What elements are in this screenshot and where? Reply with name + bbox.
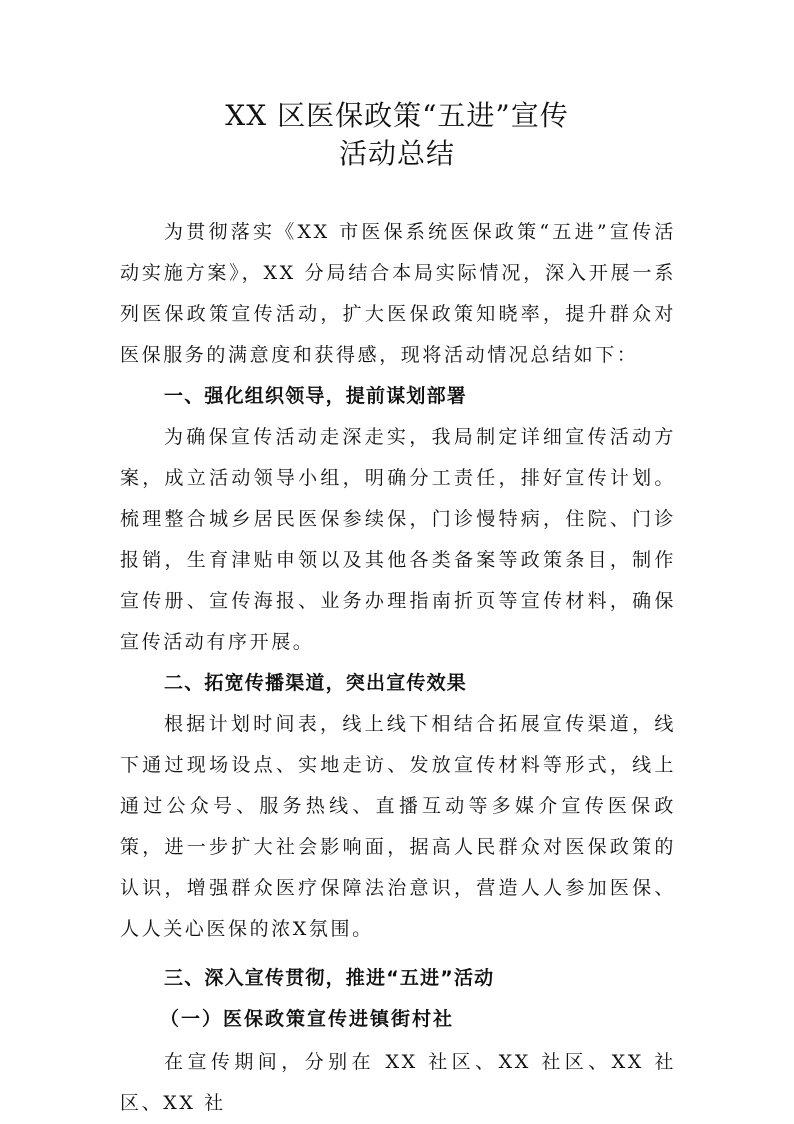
section-2-heading: 二、拓宽传播渠道，突出宣传效果 bbox=[164, 672, 468, 694]
section-3-heading: 三、深入宣传贯彻，推进“五进”活动 bbox=[164, 967, 495, 989]
document-body bbox=[120, 212, 676, 1124]
section-2-paragraph: 根据计划时间表，线上线下相结合拓展宣传渠道，线下通过现场设点、实地走访、发放宣传材料等形式，线上通过公众号、服务热线、直播互动等多媒介宣传医保政策，进一步扩大社会影响面，据高人民群众对医保政策的认识，增强群众医疗保障法治意识，营造人人参加医保、人人关心医保的浓X氛围。 bbox=[120, 713, 676, 940]
section-3-1-paragraph: 在宣传期间，分别在 XX 社区、XX 社区、XX 社区、XX 社 bbox=[120, 1051, 676, 1114]
document-title-line-2: 活动总结 bbox=[338, 137, 455, 170]
document-title-line-1: XX 区医保政策“五进”宣传 bbox=[225, 99, 569, 132]
intro-paragraph: 为贯彻落实《XX 市医保系统医保政策“五进”宣传活动实施方案》，XX 分局结合本局实际情况，深入开展一系列医保政策宣传活动，扩大医保政策知晓率，提升群众对医保服务的满意度和获得感，现将活动情况总结如下： bbox=[120, 221, 676, 366]
section-3-subheading-1: （一）医保政策宣传进镇街村社 bbox=[160, 1008, 455, 1030]
section-1-heading: 一、强化组织领导，提前谋划部署 bbox=[164, 385, 468, 407]
section-1-paragraph: 为确保宣传活动走深走实，我局制定详细宣传活动方案，成立活动领导小组，明确分工责任，排好宣传计划。梳理整合城乡居民医保参续保，门诊慢特病，住院、门诊报销，生育津贴申领以及其他各类备案等政策条目，制作宣传册、宣传海报、业务办理指南折页等宣传材料，确保宣传活动有序开展。 bbox=[120, 426, 676, 653]
